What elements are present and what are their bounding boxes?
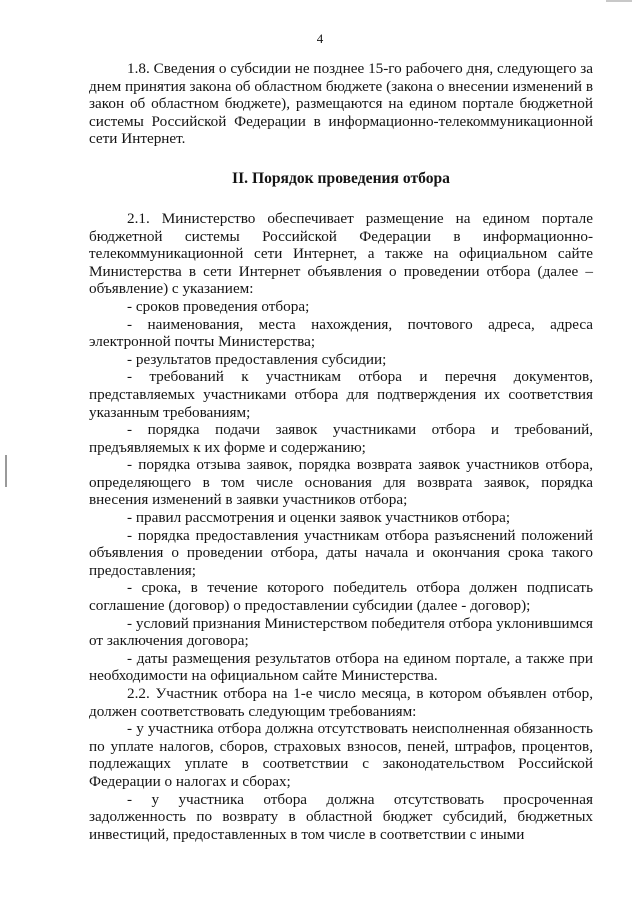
list-item: - условий признания Министерством победителя отбора уклонившимся от заключения договора; xyxy=(89,614,593,650)
list-item: - порядка подачи заявок участниками отбора и требований, предъявляемых к их форме и содержанию; xyxy=(89,421,593,456)
list-item: - правил рассмотрения и оценки заявок участников отбора; xyxy=(127,509,511,527)
scan-mark-left xyxy=(5,455,7,487)
list-item: - даты размещения результатов отбора на едином портале, а также при необходимости на официальном сайте Министерства. xyxy=(89,649,593,685)
paragraph-1-8: 1.8. Сведения о субсидии не позднее 15-го рабочего дня, следующего за днем принятия закона об областном бюджете (закона о внесении изменений в закон об областном бюджете), размещаются на едином портале бюджетной системы Российской Федерации в информационно-телекоммуникационной сети Интернет. xyxy=(89,60,593,148)
list-item: - срока, в течение которого победитель отбора должен подписать соглашение (договор) о предоставлении субсидии (далее - договор); xyxy=(89,579,593,615)
section-heading: II. Порядок проведения отбора xyxy=(232,169,450,187)
paragraph-2-2: 2.2. Участник отбора на 1-е число месяца, в котором объявлен отбор, должен соответствовать следующим требованиям: xyxy=(89,685,593,720)
list-item: - результатов предоставления субсидии; xyxy=(127,350,387,368)
page-number: 4 xyxy=(316,31,324,46)
list-item: - сроков проведения отбора; xyxy=(127,297,310,315)
list-item: - требований к участникам отбора и перечня документов, представляемых участниками отбора для подтверждения их соответствия указанным требованиям; xyxy=(89,368,593,421)
list-item: - у участника отбора должна отсутствовать неисполненная обязанность по уплате налогов, сборов, страховых взносов, пеней, штрафов, процентов, подлежащих уплате в соответствии с законодательством Российской Федерации о налогах и сборах; xyxy=(89,720,593,790)
document-body xyxy=(89,60,593,843)
paragraph-2-1: 2.1. Министерство обеспечивает размещение на едином портале бюджетной системы Российской Федерации в информационно-телекоммуникационной сети Интернет, а также на официальном сайте Министерства в сети Интернет объявления о проведении отбора (далее – объявление) с указанием: xyxy=(89,209,593,298)
list-item: - порядка отзыва заявок, порядка возврата заявок участников отбора, определяющего в том числе основания для возврата заявок, порядка внесения изменений в заявки участников отбора; xyxy=(89,456,593,509)
list-item: - порядка предоставления участникам отбора разъяснений положений объявления о проведении отбора, даты начала и окончания срока такого предоставления; xyxy=(89,526,593,579)
list-item: - наименования, места нахождения, почтового адреса, адреса электронной почты Министерства; xyxy=(89,315,593,351)
list-item: - у участника отбора должна отсутствовать просроченная задолженность по возврату в областной бюджет субсидий, бюджетных инвестиций, предоставленных в том числе в соответствии с иными xyxy=(89,790,593,843)
scan-mark-top xyxy=(606,0,632,2)
